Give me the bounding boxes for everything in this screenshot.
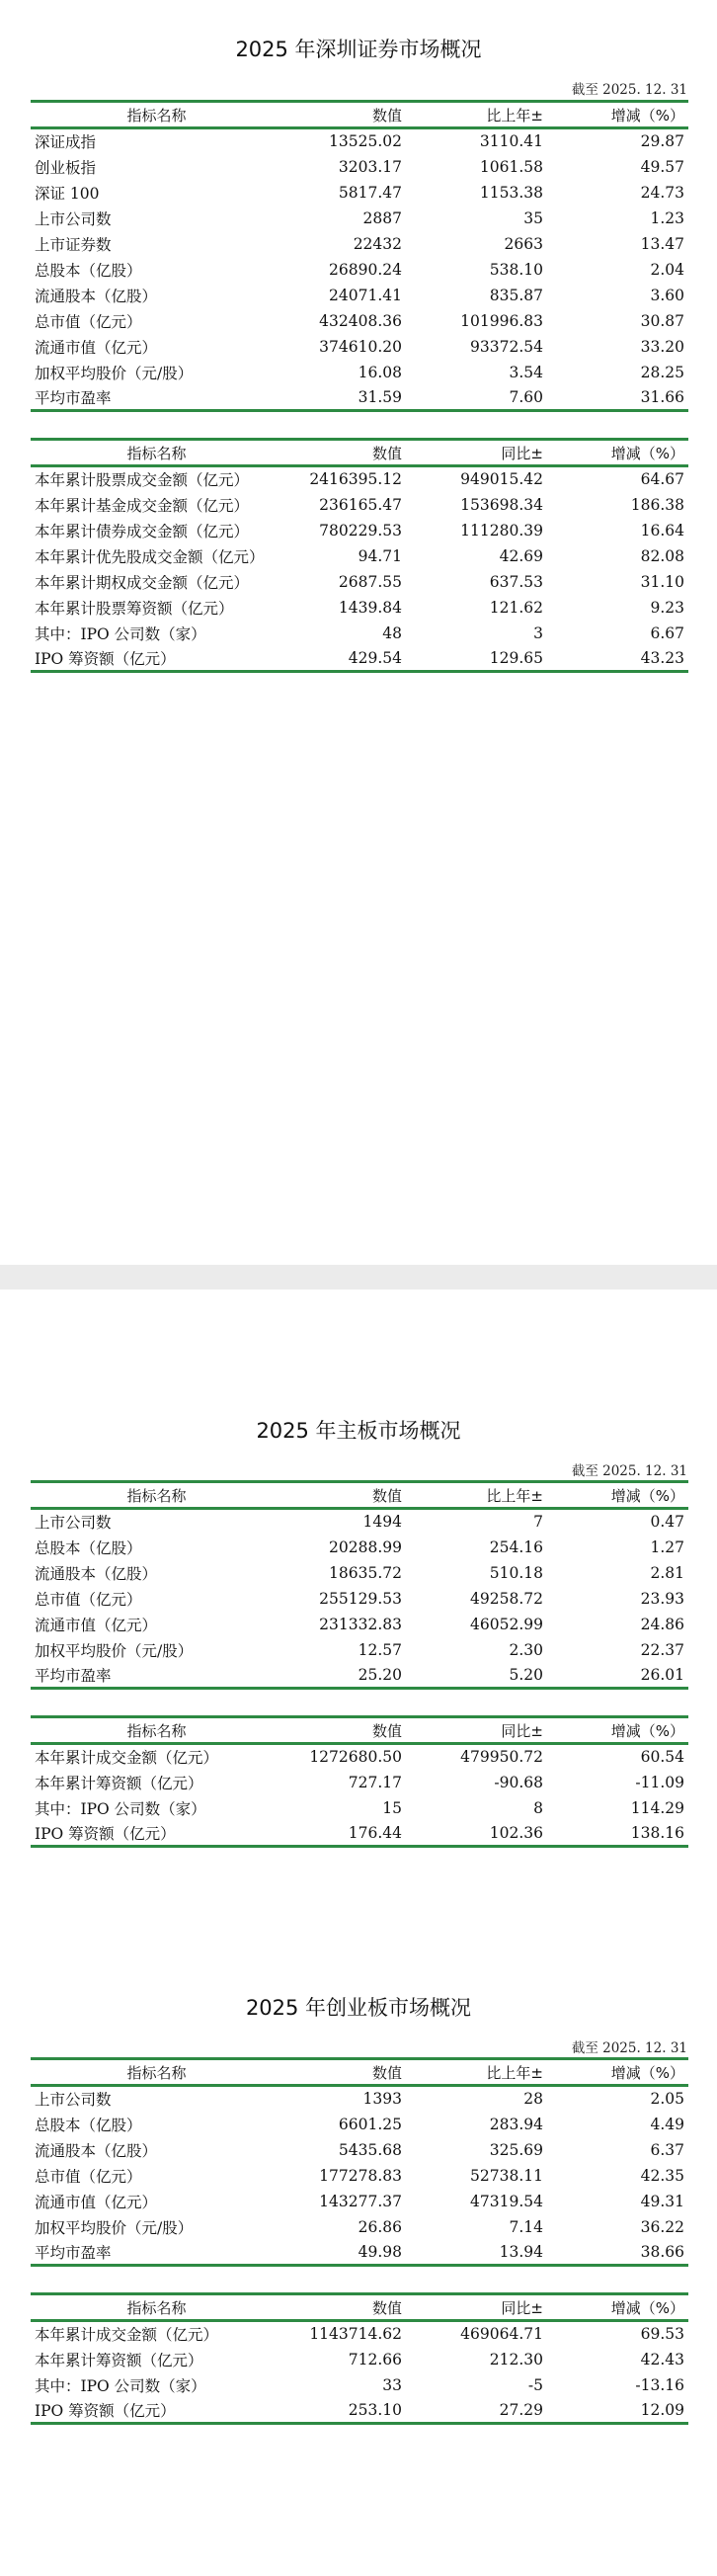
value-cell: 18635.72 <box>329 1563 402 1582</box>
value-cell: 1272680.50 <box>309 1748 402 1767</box>
indicator-name: 深证成指 <box>35 133 97 152</box>
change-cell: 102.36 <box>489 1823 543 1842</box>
table-row <box>31 1586 688 1612</box>
pct-cell: 49.57 <box>640 157 684 176</box>
change-cell: 283.94 <box>489 2115 543 2133</box>
indicator-name: 上市公司数 <box>35 209 112 228</box>
indicator-name: IPO 筹资额（亿元） <box>35 1824 176 1843</box>
section-title: 2025 年创业板市场概况 <box>245 1996 472 2020</box>
value-cell: 15 <box>382 1798 402 1817</box>
pct-cell: 138.16 <box>630 1823 684 1842</box>
header-change: 同比± <box>501 2298 543 2317</box>
table-header-row <box>31 1717 688 1744</box>
value-cell: 143277.37 <box>319 2192 402 2210</box>
indicator-name: 本年累计筹资额（亿元） <box>35 1774 203 1792</box>
pct-cell: 2.04 <box>650 260 684 279</box>
value-cell: 1494 <box>362 1513 402 1532</box>
pct-cell: -11.09 <box>635 1773 684 1791</box>
pct-cell: 186.38 <box>630 495 684 514</box>
pct-cell: 22.37 <box>640 1640 684 1659</box>
value-cell: 231332.83 <box>319 1615 402 1633</box>
value-cell: 13525.02 <box>329 132 402 151</box>
pct-cell: 30.87 <box>640 311 684 330</box>
indicator-name: 本年累计债券成交金额（亿元） <box>35 522 250 540</box>
header-value: 数值 <box>371 2063 402 2082</box>
value-cell: 177278.83 <box>319 2166 402 2185</box>
shenzhen-trading-table <box>31 438 688 673</box>
value-cell: 31.59 <box>358 387 402 406</box>
change-cell: 538.10 <box>489 260 543 279</box>
pct-cell: 13.47 <box>640 234 684 253</box>
pct-cell: 2.05 <box>650 2090 684 2109</box>
pct-cell: 24.86 <box>640 1615 684 1633</box>
change-cell: 27.29 <box>499 2400 543 2419</box>
change-cell: 835.87 <box>489 286 543 304</box>
indicator-name: 上市公司数 <box>35 2091 112 2110</box>
change-cell: 111280.39 <box>460 521 543 540</box>
indicator-name: 总股本（亿股） <box>35 2116 142 2134</box>
indicator-name: 加权平均股价（元/股） <box>35 364 194 382</box>
indicator-name: 总市值（亿元） <box>35 2167 142 2186</box>
value-cell: 3203.17 <box>338 157 402 176</box>
table-row <box>31 2240 688 2266</box>
change-cell: 13.94 <box>499 2242 543 2261</box>
indicator-name: 总市值（亿元） <box>35 1590 142 1609</box>
pct-cell: 82.08 <box>640 546 684 565</box>
table-header-row <box>31 440 688 466</box>
indicator-name: 创业板指 <box>35 158 97 177</box>
value-cell: 1439.84 <box>338 598 402 617</box>
pct-cell: 26.01 <box>640 1665 684 1684</box>
value-cell: 12.57 <box>358 1640 402 1659</box>
change-cell: 479950.72 <box>460 1748 543 1767</box>
header-indicator: 指标名称 <box>126 444 187 462</box>
pct-cell: 12.09 <box>640 2400 684 2419</box>
value-cell: 2416395.12 <box>309 470 402 489</box>
change-cell: -90.68 <box>494 1773 543 1791</box>
table-row <box>31 1637 688 1663</box>
header-pct: 增减（%） <box>610 106 684 125</box>
pct-cell: 36.22 <box>640 2217 684 2236</box>
indicator-name: 上市公司数 <box>35 1514 112 1533</box>
chinext-indicators-table <box>31 2057 688 2267</box>
change-cell: 121.62 <box>489 598 543 617</box>
table-row <box>31 1535 688 1560</box>
indicator-name: 流通股本（亿股） <box>35 287 158 305</box>
pct-cell: 2.81 <box>650 1563 684 1582</box>
header-indicator: 指标名称 <box>126 2063 187 2082</box>
change-cell: 35 <box>523 208 543 227</box>
table-row <box>31 334 688 360</box>
change-cell: 7.60 <box>509 387 543 406</box>
change-cell: 212.30 <box>489 2350 543 2368</box>
change-cell: 129.65 <box>489 648 543 667</box>
indicator-name: 本年累计期权成交金额（亿元） <box>35 573 250 592</box>
table-row <box>31 2347 688 2372</box>
header-value: 数值 <box>371 2298 402 2317</box>
pct-cell: 0.47 <box>650 1513 684 1532</box>
pct-cell: 23.93 <box>640 1589 684 1608</box>
table-row <box>31 231 688 257</box>
indicator-name: 流通股本（亿股） <box>35 2141 158 2160</box>
change-cell: 254.16 <box>489 1537 543 1556</box>
change-cell: 153698.34 <box>460 495 543 514</box>
table-row <box>31 385 688 411</box>
change-cell: 1153.38 <box>479 183 543 202</box>
value-cell: 176.44 <box>348 1823 402 1842</box>
as-of-date: 截至 2025. 12. 31 <box>571 2040 687 2056</box>
value-cell: 94.71 <box>358 546 402 565</box>
header-change: 同比± <box>501 1721 543 1740</box>
table-row <box>31 154 688 180</box>
page-shenzhen-market <box>0 0 717 1265</box>
table-row <box>31 206 688 231</box>
value-cell: 48 <box>382 623 402 642</box>
table-row <box>31 1744 688 1770</box>
change-cell: 2663 <box>504 234 543 253</box>
pct-cell: 24.73 <box>640 183 684 202</box>
pct-cell: 69.53 <box>640 2325 684 2344</box>
main-board-indicators-table <box>31 1480 688 1690</box>
table-row <box>31 283 688 308</box>
indicator-name: 本年累计基金成交金额（亿元） <box>35 496 250 515</box>
table-row <box>31 180 688 206</box>
header-value: 数值 <box>371 106 402 125</box>
value-cell: 429.54 <box>348 648 402 667</box>
table-row <box>31 2372 688 2398</box>
table-row <box>31 1509 688 1535</box>
header-value: 数值 <box>371 1721 402 1740</box>
indicator-name: 流通市值（亿元） <box>35 338 158 357</box>
header-pct: 增减（%） <box>610 1721 684 1740</box>
change-cell: -5 <box>527 2375 543 2394</box>
table-row <box>31 621 688 646</box>
table-header-row <box>31 2294 688 2321</box>
indicator-name: 本年累计股票筹资额（亿元） <box>35 599 234 618</box>
page-separator <box>0 1265 717 1289</box>
indicator-name: 加权平均股价（元/股） <box>35 1641 194 1660</box>
indicator-name: IPO 筹资额（亿元） <box>35 2401 176 2420</box>
table-row <box>31 308 688 334</box>
table-row <box>31 1612 688 1637</box>
value-cell: 33 <box>382 2375 402 2394</box>
pct-cell: 28.25 <box>640 363 684 381</box>
table-row <box>31 2112 688 2137</box>
change-cell: 52738.11 <box>470 2166 543 2185</box>
indicator-name: 总股本（亿股） <box>35 1538 142 1557</box>
indicator-name: 平均市盈率 <box>35 1666 112 1685</box>
change-cell: 3110.41 <box>479 132 543 151</box>
pct-cell: 3.60 <box>650 286 684 304</box>
pct-cell: 42.43 <box>640 2350 684 2368</box>
pct-cell: 31.10 <box>640 572 684 591</box>
table-row <box>31 2163 688 2189</box>
indicator-name: 加权平均股价（元/股） <box>35 2218 194 2237</box>
header-indicator: 指标名称 <box>126 1486 187 1505</box>
table-row <box>31 1770 688 1795</box>
change-cell: 2.30 <box>509 1640 543 1659</box>
main-board-trading-table <box>31 1715 688 1848</box>
value-cell: 26.86 <box>358 2217 402 2236</box>
change-cell: 510.18 <box>489 1563 543 1582</box>
pct-cell: 16.64 <box>640 521 684 540</box>
pct-cell: 6.37 <box>650 2140 684 2159</box>
value-cell: 1393 <box>362 2090 402 2109</box>
value-cell: 1143714.62 <box>309 2325 402 2344</box>
indicator-name: 流通市值（亿元） <box>35 1616 158 1634</box>
pct-cell: 64.67 <box>640 470 684 489</box>
table-row <box>31 1560 688 1586</box>
value-cell: 49.98 <box>358 2242 402 2261</box>
change-cell: 42.69 <box>499 546 543 565</box>
table-row <box>31 2398 688 2424</box>
indicator-name: 本年累计成交金额（亿元） <box>35 1749 219 1768</box>
change-cell: 93372.54 <box>470 337 543 356</box>
value-cell: 236165.47 <box>319 495 402 514</box>
table-row <box>31 360 688 385</box>
table-row <box>31 2086 688 2112</box>
header-value: 数值 <box>371 1486 402 1505</box>
change-cell: 8 <box>533 1798 543 1817</box>
indicator-name: 其中：IPO 公司数（家） <box>35 2376 206 2395</box>
pct-cell: -13.16 <box>635 2375 684 2394</box>
indicator-name: 本年累计成交金额（亿元） <box>35 2326 219 2345</box>
indicator-name: 平均市盈率 <box>35 388 112 407</box>
change-cell: 3 <box>533 623 543 642</box>
header-pct: 增减（%） <box>610 2298 684 2317</box>
table-row <box>31 1663 688 1689</box>
indicator-name: 总市值（亿元） <box>35 312 142 331</box>
table-header-row <box>31 1482 688 1509</box>
table-row <box>31 466 688 492</box>
as-of-date: 截至 2025. 12. 31 <box>571 82 687 98</box>
value-cell: 727.17 <box>348 1773 402 1791</box>
value-cell: 20288.99 <box>329 1537 402 1556</box>
page-main-board <box>0 1289 717 2576</box>
indicator-name: 本年累计优先股成交金额（亿元） <box>35 547 265 566</box>
change-cell: 47319.54 <box>470 2192 543 2210</box>
indicator-name: 总股本（亿股） <box>35 261 142 280</box>
pct-cell: 4.49 <box>650 2115 684 2133</box>
pct-cell: 1.27 <box>650 1537 684 1556</box>
change-cell: 637.53 <box>489 572 543 591</box>
change-cell: 3.54 <box>509 363 543 381</box>
section-title: 2025 年深圳证券市场概况 <box>235 38 482 61</box>
value-cell: 374610.20 <box>319 337 402 356</box>
indicator-name: 深证 100 <box>35 184 100 203</box>
value-cell: 24071.41 <box>329 286 402 304</box>
pct-cell: 33.20 <box>640 337 684 356</box>
value-cell: 16.08 <box>358 363 402 381</box>
table-row <box>31 257 688 283</box>
table-row <box>31 2137 688 2163</box>
value-cell: 780229.53 <box>319 521 402 540</box>
table-row <box>31 595 688 621</box>
change-cell: 1061.58 <box>479 157 543 176</box>
indicator-name: 其中：IPO 公司数（家） <box>35 624 206 643</box>
pct-cell: 114.29 <box>630 1798 684 1817</box>
header-indicator: 指标名称 <box>126 106 187 125</box>
pct-cell: 49.31 <box>640 2192 684 2210</box>
header-value: 数值 <box>371 444 402 462</box>
header-pct: 增减（%） <box>610 1486 684 1505</box>
value-cell: 712.66 <box>348 2350 402 2368</box>
table-row <box>31 492 688 518</box>
value-cell: 5817.47 <box>338 183 402 202</box>
header-change: 比上年± <box>486 2063 543 2082</box>
pct-cell: 29.87 <box>640 132 684 151</box>
indicator-name: 平均市盈率 <box>35 2243 112 2262</box>
change-cell: 325.69 <box>489 2140 543 2159</box>
header-change: 比上年± <box>486 1486 543 1505</box>
header-indicator: 指标名称 <box>126 1721 187 1740</box>
indicator-name: IPO 筹资额（亿元） <box>35 649 176 668</box>
shenzhen-market-indicators-table <box>31 100 688 412</box>
header-change: 比上年± <box>486 106 543 125</box>
chinext-trading-table <box>31 2292 688 2425</box>
table-row <box>31 1795 688 1821</box>
pct-cell: 38.66 <box>640 2242 684 2261</box>
table-header-row <box>31 2059 688 2086</box>
pct-cell: 1.23 <box>650 208 684 227</box>
change-cell: 28 <box>523 2090 543 2109</box>
indicator-name: 上市证券数 <box>35 235 112 254</box>
pct-cell: 43.23 <box>640 648 684 667</box>
change-cell: 5.20 <box>509 1665 543 1684</box>
header-pct: 增减（%） <box>610 444 684 462</box>
pct-cell: 60.54 <box>640 1748 684 1767</box>
pct-cell: 9.23 <box>650 598 684 617</box>
change-cell: 101996.83 <box>460 311 543 330</box>
value-cell: 2887 <box>362 208 402 227</box>
section-title: 2025 年主板市场概况 <box>256 1419 461 1443</box>
indicator-name: 流通市值（亿元） <box>35 2193 158 2211</box>
indicator-name: 流通股本（亿股） <box>35 1564 158 1583</box>
value-cell: 253.10 <box>348 2400 402 2419</box>
table-row <box>31 518 688 543</box>
table-row <box>31 646 688 672</box>
pct-cell: 42.35 <box>640 2166 684 2185</box>
change-cell: 49258.72 <box>470 1589 543 1608</box>
change-cell: 46052.99 <box>470 1615 543 1633</box>
change-cell: 469064.71 <box>460 2325 543 2344</box>
table-row <box>31 2214 688 2240</box>
value-cell: 26890.24 <box>329 260 402 279</box>
table-header-row <box>31 102 688 128</box>
value-cell: 5435.68 <box>338 2140 402 2159</box>
as-of-date: 截至 2025. 12. 31 <box>571 1463 687 1479</box>
table-row <box>31 569 688 595</box>
value-cell: 6601.25 <box>338 2115 402 2133</box>
header-pct: 增减（%） <box>610 2063 684 2082</box>
value-cell: 255129.53 <box>319 1589 402 1608</box>
header-indicator: 指标名称 <box>126 2298 187 2317</box>
change-cell: 7 <box>533 1513 543 1532</box>
value-cell: 2687.55 <box>338 572 402 591</box>
pct-cell: 6.67 <box>650 623 684 642</box>
change-cell: 949015.42 <box>460 470 543 489</box>
table-row <box>31 543 688 569</box>
table-row <box>31 2321 688 2347</box>
value-cell: 22432 <box>353 234 402 253</box>
value-cell: 432408.36 <box>319 311 402 330</box>
value-cell: 25.20 <box>358 1665 402 1684</box>
indicator-name: 其中：IPO 公司数（家） <box>35 1799 206 1818</box>
indicator-name: 本年累计股票成交金额（亿元） <box>35 471 250 490</box>
pct-cell: 31.66 <box>640 387 684 406</box>
table-row <box>31 2189 688 2214</box>
header-change: 同比± <box>501 444 543 462</box>
table-row <box>31 1821 688 1847</box>
indicator-name: 本年累计筹资额（亿元） <box>35 2351 203 2369</box>
change-cell: 7.14 <box>509 2217 543 2236</box>
table-row <box>31 128 688 154</box>
